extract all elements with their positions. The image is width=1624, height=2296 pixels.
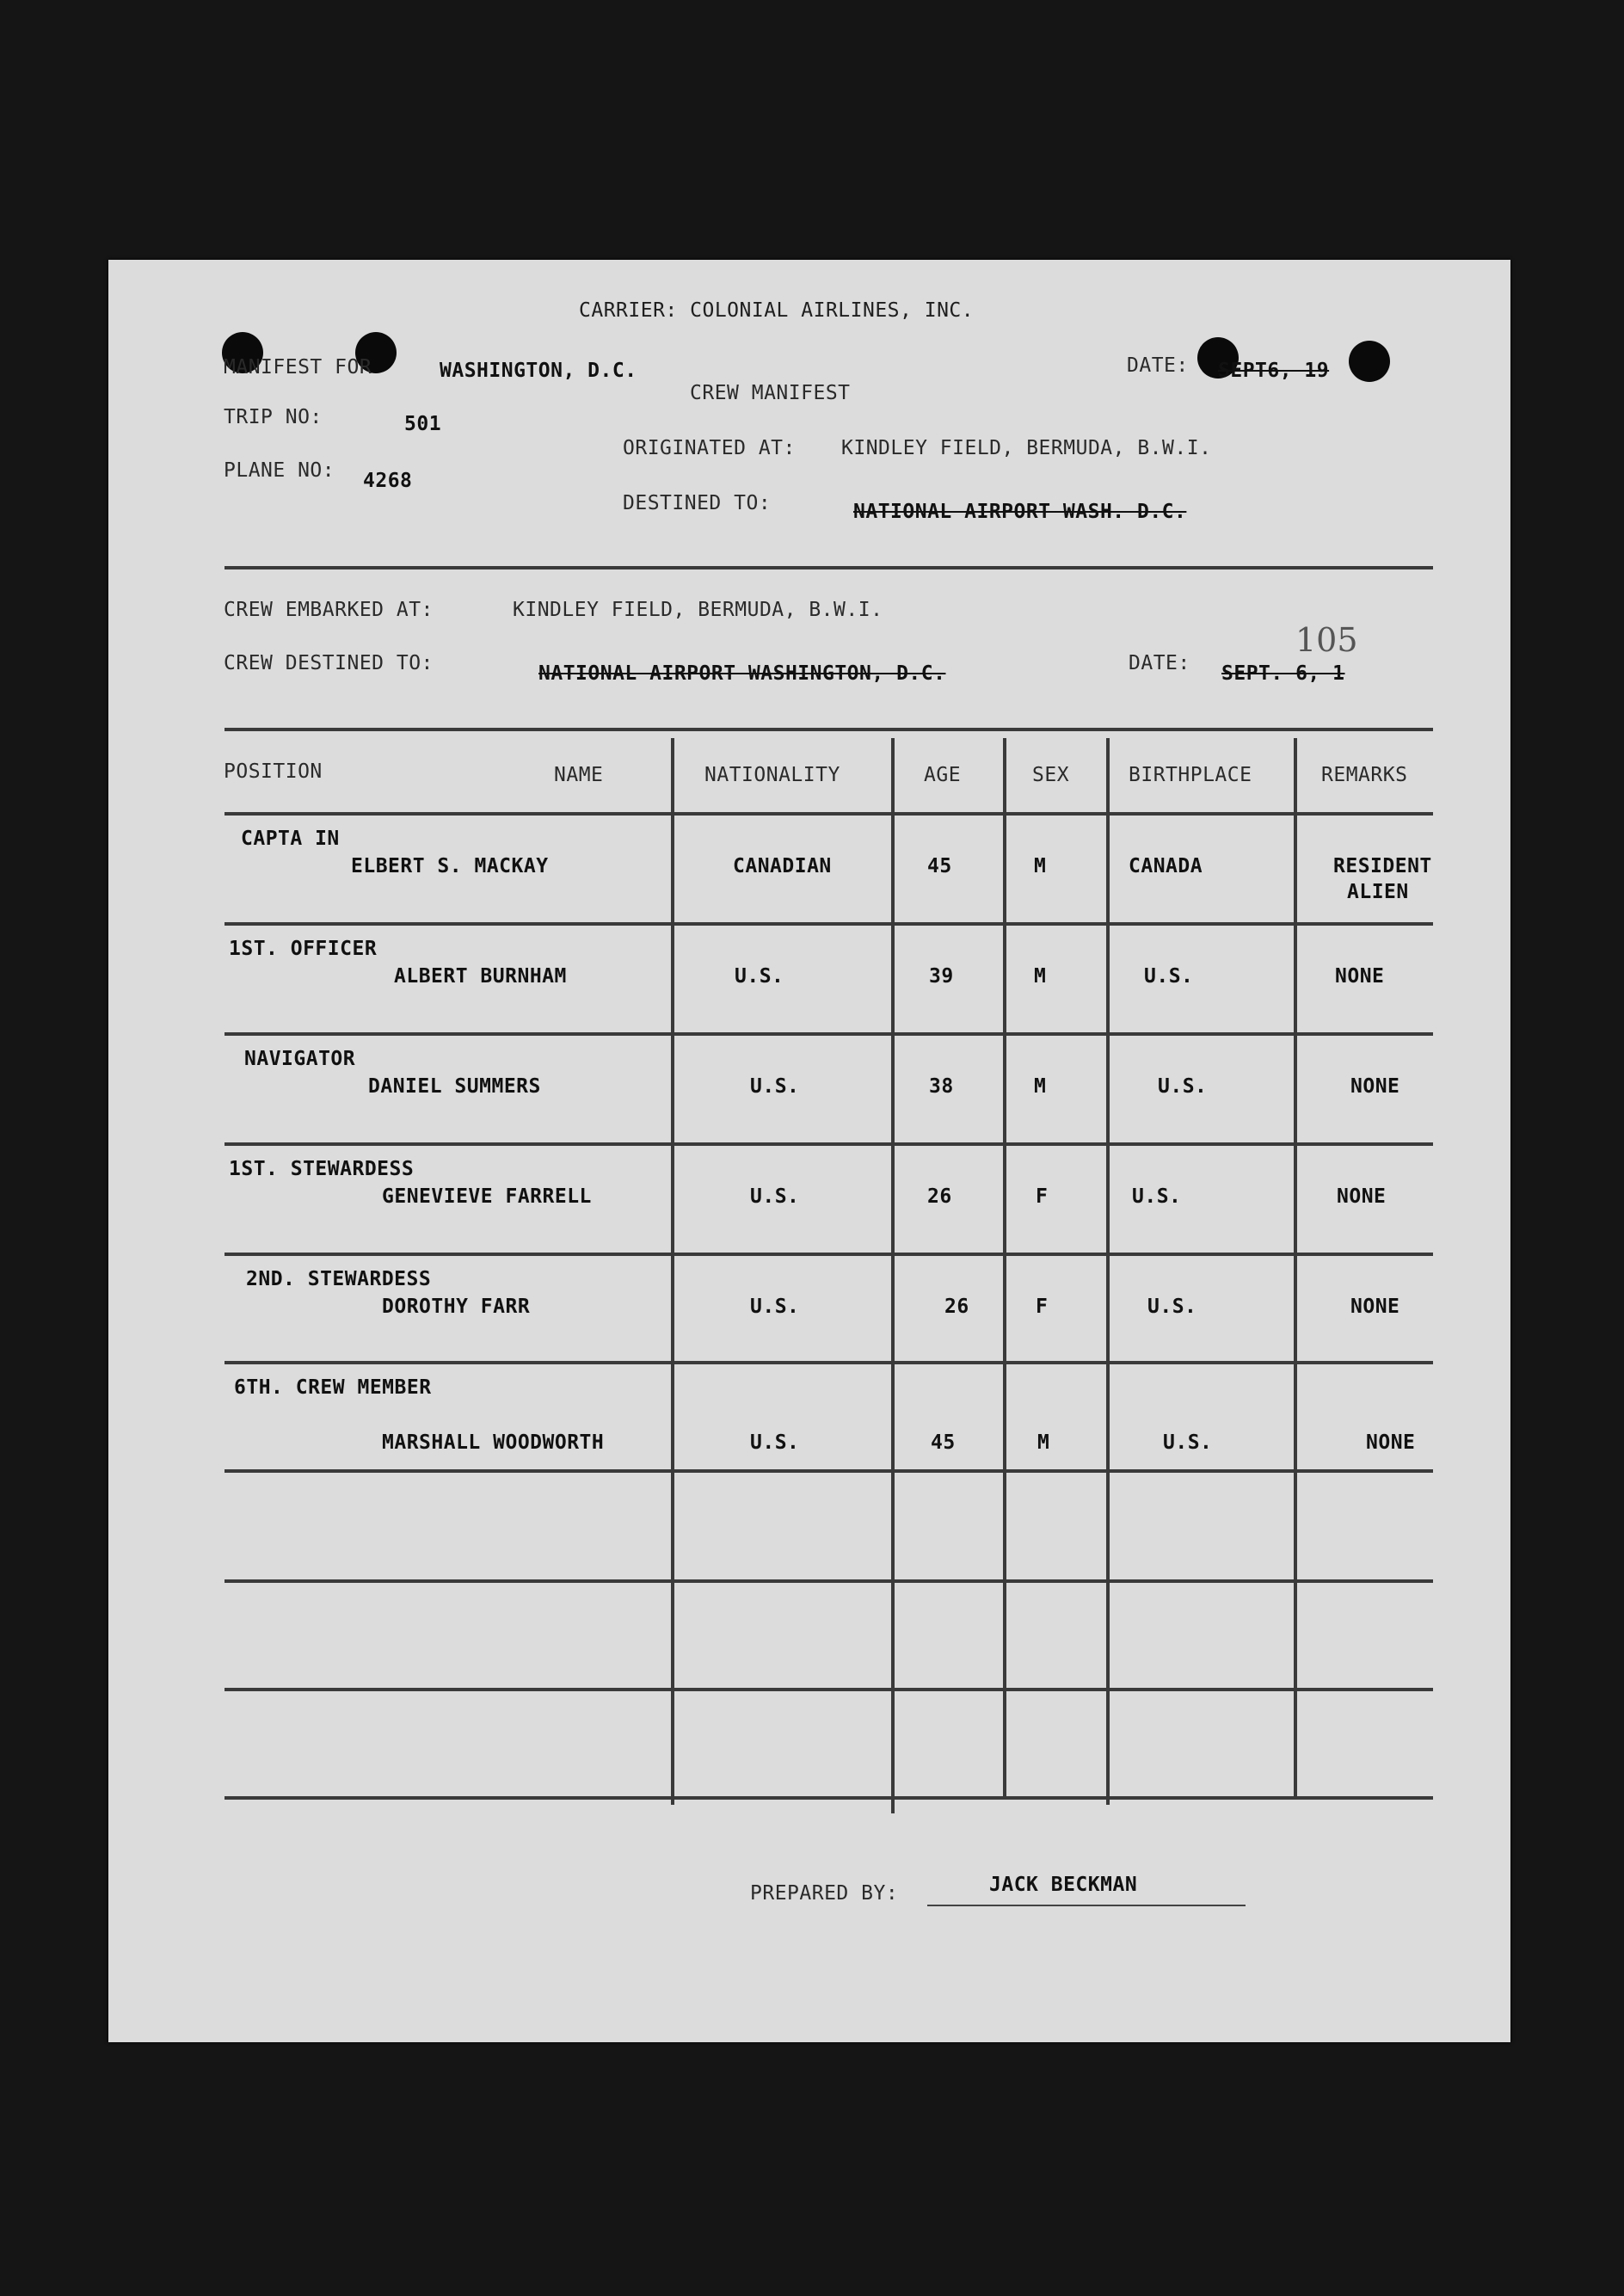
row-2-name: ALBERT BURNHAM [394, 965, 567, 988]
row-5-nationality: U.S. [750, 1296, 800, 1318]
row-4-position: 1ST. STEWARDESS [229, 1158, 415, 1180]
row-1-remarks: RESIDENT [1333, 855, 1432, 877]
row-5-age: 26 [944, 1296, 969, 1318]
row-divider-9 [225, 1796, 1433, 1800]
row-1-position: CAPTA IN [241, 828, 340, 850]
row-3-nationality: U.S. [750, 1075, 800, 1098]
row-1-name: ELBERT S. MACKAY [351, 855, 549, 877]
row-4-sex: F [1036, 1185, 1049, 1208]
row-3-name: DANIEL SUMMERS [368, 1075, 541, 1098]
row-divider-2 [225, 1032, 1433, 1036]
row-5-birthplace: U.S. [1147, 1296, 1197, 1318]
crew-date-value: SEPT. 6, 1 [1221, 662, 1345, 685]
plane-value: 4268 [363, 470, 413, 492]
col-divider-nationality [671, 738, 674, 1805]
row-6-remarks: NONE [1366, 1431, 1416, 1454]
row-6-sex: M [1037, 1431, 1050, 1454]
row-2-sex: M [1034, 965, 1047, 988]
trip-label: TRIP NO: [224, 406, 323, 428]
header-sex: SEX [1032, 764, 1070, 786]
row-2-age: 39 [929, 965, 954, 988]
row-divider-8 [225, 1688, 1433, 1691]
row-6-birthplace: U.S. [1163, 1431, 1213, 1454]
header-nationality: NATIONALITY [704, 764, 840, 786]
destined-label: DESTINED TO: [623, 492, 772, 514]
header-birthplace: BIRTHPLACE [1129, 764, 1252, 786]
manifest-for-value: WASHINGTON, D.C. [440, 360, 637, 382]
row-5-sex: F [1036, 1296, 1049, 1318]
header-divider [225, 566, 1433, 569]
handwritten-number: 105 [1295, 621, 1358, 659]
row-3-birthplace: U.S. [1158, 1075, 1208, 1098]
row-divider-1 [225, 922, 1433, 926]
crew-embarked-value: KINDLEY FIELD, BERMUDA, B.W.I. [513, 599, 883, 621]
crew-destined-value: NATIONAL AIRPORT WASHINGTON, D.C. [538, 662, 946, 685]
crew-destined-label: CREW DESTINED TO: [224, 652, 434, 674]
plane-label: PLANE NO: [224, 459, 335, 482]
row-4-name: GENEVIEVE FARRELL [382, 1185, 592, 1208]
row-4-birthplace: U.S. [1132, 1185, 1182, 1208]
header-position: POSITION [224, 760, 323, 783]
row-3-position: NAVIGATOR [244, 1048, 356, 1070]
header-age: AGE [924, 764, 962, 786]
crew-embarked-label: CREW EMBARKED AT: [224, 599, 434, 621]
destined-value: NATIONAL AIRPORT WASH. D.C. [853, 501, 1187, 523]
header-name: NAME [554, 764, 604, 786]
header-date-label: DATE: [1127, 354, 1189, 377]
row-1-remarks-2: ALIEN [1347, 881, 1409, 903]
row-5-name: DOROTHY FARR [382, 1296, 531, 1318]
row-4-age: 26 [927, 1185, 952, 1208]
crew-manifest-title: CREW MANIFEST [690, 382, 851, 404]
row-6-nationality: U.S. [750, 1431, 800, 1454]
row-1-sex: M [1034, 855, 1047, 877]
manifest-for-label: MANIFEST FOR [224, 356, 372, 379]
punch-hole-right-2 [1349, 341, 1390, 382]
row-5-remarks: NONE [1350, 1296, 1400, 1318]
row-2-nationality: U.S. [735, 965, 784, 988]
row-divider-5 [225, 1361, 1433, 1364]
row-2-position: 1ST. OFFICER [229, 938, 378, 960]
row-6-position: 6TH. CREW MEMBER [234, 1376, 432, 1399]
crew-divider [225, 728, 1433, 731]
row-5-position: 2ND. STEWARDESS [246, 1268, 432, 1290]
row-3-remarks: NONE [1350, 1075, 1400, 1098]
originated-value: KINDLEY FIELD, BERMUDA, B.W.I. [841, 437, 1212, 459]
col-divider-sex [1003, 738, 1006, 1800]
col-divider-age [891, 738, 895, 1813]
col-divider-remarks [1294, 738, 1297, 1796]
trip-value: 501 [404, 413, 442, 435]
row-2-remarks: NONE [1335, 965, 1385, 988]
header-remarks: REMARKS [1321, 764, 1408, 786]
prepared-by-underline [927, 1905, 1246, 1906]
row-6-name: MARSHALL WOODWORTH [382, 1431, 605, 1454]
table-header-divider [225, 812, 1433, 816]
row-3-sex: M [1034, 1075, 1047, 1098]
prepared-by-value: JACK BECKMAN [989, 1874, 1138, 1896]
row-2-birthplace: U.S. [1144, 965, 1194, 988]
row-1-nationality: CANADIAN [733, 855, 832, 877]
row-divider-7 [225, 1579, 1433, 1583]
row-6-age: 45 [931, 1431, 956, 1454]
row-1-birthplace: CANADA [1129, 855, 1203, 877]
row-divider-4 [225, 1253, 1433, 1256]
row-4-nationality: U.S. [750, 1185, 800, 1208]
row-divider-6 [225, 1469, 1433, 1473]
row-3-age: 38 [929, 1075, 954, 1098]
originated-label: ORIGINATED AT: [623, 437, 796, 459]
carrier-line: CARRIER: COLONIAL AIRLINES, INC. [579, 299, 975, 322]
row-1-age: 45 [927, 855, 952, 877]
header-date-value: SEPT6, 19 [1218, 360, 1330, 382]
row-4-remarks: NONE [1337, 1185, 1387, 1208]
manifest-sheet [108, 260, 1510, 2042]
col-divider-birthplace [1106, 738, 1110, 1805]
prepared-by-label: PREPARED BY: [750, 1882, 899, 1905]
row-divider-3 [225, 1142, 1433, 1146]
crew-date-label: DATE: [1129, 652, 1190, 674]
